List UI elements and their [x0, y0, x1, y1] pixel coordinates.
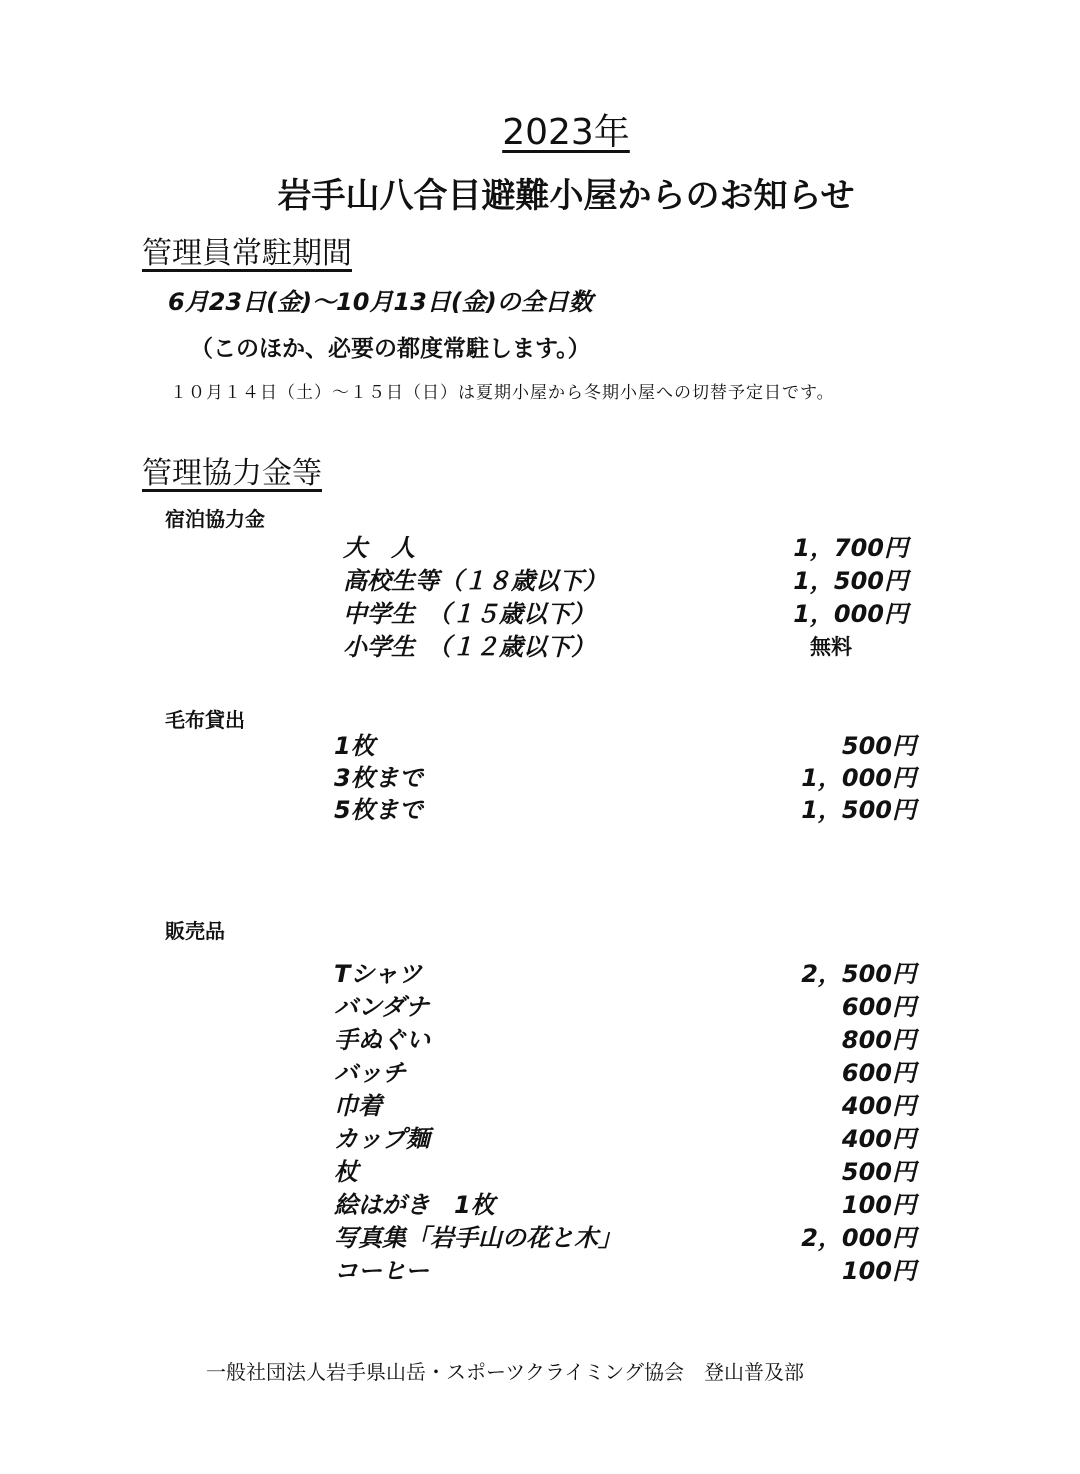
item-name: 3枚まで	[334, 764, 423, 792]
staffing-heading: 管理員常駐期間	[142, 236, 352, 271]
item-name: 高校生等（１８歳以下）	[343, 567, 607, 595]
item-name: 大 人	[343, 534, 415, 562]
item-price: 1，500円	[793, 567, 908, 595]
list-item	[334, 1189, 916, 1221]
list-item	[334, 730, 916, 762]
blanket-label: 毛布貸出	[165, 708, 245, 732]
list-item	[334, 1123, 916, 1155]
list-item	[334, 1090, 916, 1122]
list-item	[334, 762, 916, 794]
document-year: 2023年	[502, 112, 630, 153]
item-name: 中学生 （１５歳以下）	[343, 600, 595, 628]
item-price: 1，500円	[801, 796, 916, 824]
item-name: 絵はがき 1枚	[334, 1191, 495, 1219]
list-item	[334, 1255, 916, 1287]
item-price: 2，500円	[801, 960, 916, 988]
item-name: バッチ	[334, 1059, 406, 1087]
item-name: 写真集「岩手山の花と木」	[334, 1224, 622, 1252]
goods-label: 販売品	[165, 919, 225, 943]
list-item	[334, 794, 916, 826]
item-price: 500円	[841, 1158, 916, 1186]
item-price: 500円	[841, 732, 916, 760]
list-item	[334, 991, 916, 1023]
item-name: 小学生 （１２歳以下）	[343, 633, 595, 661]
document-title: 岩手山八合目避難小屋からのお知らせ	[277, 176, 855, 216]
item-name: Tシャツ	[334, 960, 422, 988]
staffing-period: 6月23日(金)～10月13日(金)の全日数	[168, 288, 593, 316]
list-item	[334, 1057, 916, 1089]
item-name: バンダナ	[334, 993, 430, 1021]
item-name: 1枚	[334, 732, 375, 760]
item-name: 巾着	[334, 1092, 382, 1120]
item-price: 600円	[841, 1059, 916, 1087]
item-price: 400円	[841, 1125, 916, 1153]
footer-organization: 一般社団法人岩手県山岳・スポーツクライミング協会 登山普及部	[206, 1360, 804, 1384]
list-item	[334, 1024, 916, 1056]
list-item	[334, 1156, 916, 1188]
item-price: 1，000円	[793, 600, 908, 628]
item-price: 2，000円	[801, 1224, 916, 1252]
item-name: カップ麺	[334, 1125, 430, 1153]
item-price: 1，700円	[793, 534, 908, 562]
list-item	[334, 1222, 916, 1254]
item-price: 600円	[841, 993, 916, 1021]
changeover-notice: １０月１４日（土）～１５日（日）は夏期小屋から冬期小屋への切替予定日です。	[170, 383, 835, 403]
item-price: 400円	[841, 1092, 916, 1120]
list-item	[343, 631, 908, 663]
item-name: コーヒー	[334, 1257, 430, 1285]
list-item	[334, 958, 916, 990]
list-item	[343, 565, 908, 597]
item-price: 100円	[841, 1257, 916, 1285]
lodging-label: 宿泊協力金	[165, 507, 265, 531]
item-price: 1，000円	[801, 764, 916, 792]
item-price: 無料	[810, 635, 852, 659]
list-item	[343, 598, 908, 630]
list-item	[343, 532, 908, 564]
staffing-note: （このほか、必要の都度常駐します。）	[190, 336, 591, 362]
item-price: 100円	[841, 1191, 916, 1219]
item-name: 5枚まで	[334, 796, 423, 824]
item-name: 杖	[334, 1158, 358, 1186]
fees-heading: 管理協力金等	[142, 456, 322, 491]
item-price: 800円	[841, 1026, 916, 1054]
item-name: 手ぬぐい	[334, 1026, 430, 1054]
